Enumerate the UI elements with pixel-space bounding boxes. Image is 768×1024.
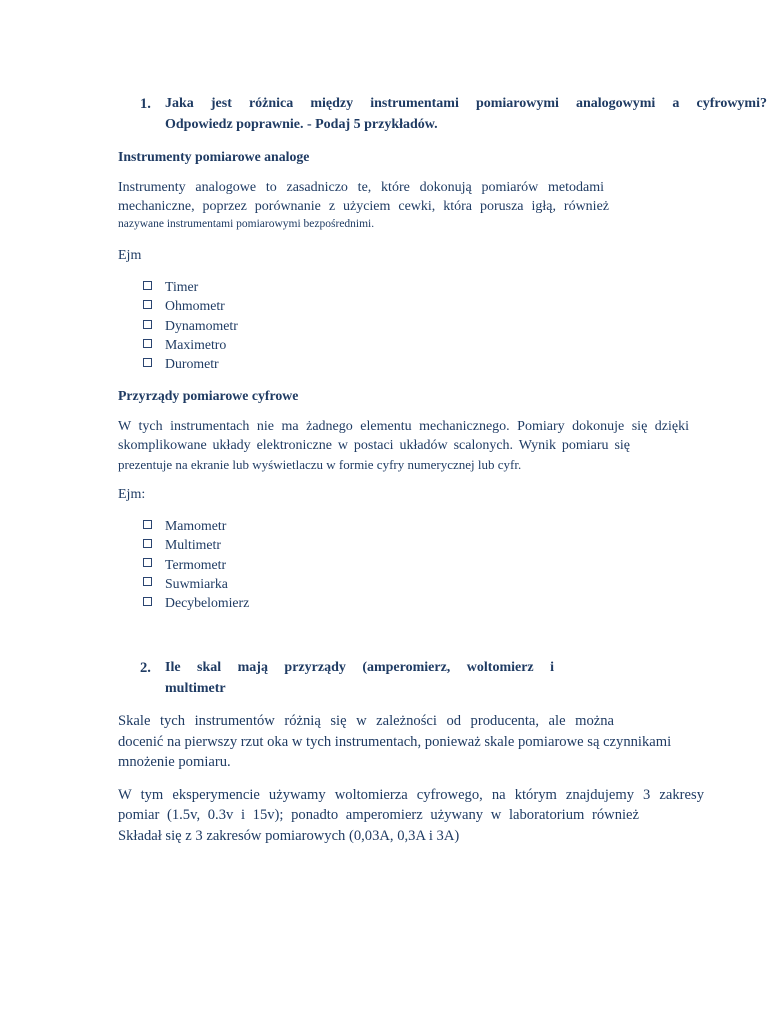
list-item: Decybelomierz: [165, 595, 250, 610]
list-item: Mamometr: [165, 518, 227, 533]
digital-heading: Przyrządy pomiarowe cyfrowe: [118, 388, 299, 403]
analog-paragraph-line-1: Instrumenty analogowe to zasadniczo te, które dokonują pomiarów metodami: [118, 180, 604, 195]
checkbox-bullet-icon: [143, 520, 152, 529]
analog-examples-label: Ejm: [118, 248, 142, 263]
list-item: Durometr: [165, 356, 219, 371]
checkbox-bullet-icon: [143, 300, 152, 309]
checkbox-bullet-icon: [143, 339, 152, 348]
checkbox-bullet-icon: [143, 539, 152, 548]
question-2-line-2: multimetr: [165, 681, 226, 696]
answer-2-line-2: docenić na pierwszy rzut oka w tych instrumentach, ponieważ skale pomiarowe są czynnikami: [118, 734, 672, 750]
list-item: Maximetro: [165, 337, 227, 352]
question-1-line-2: Odpowiedz poprawnie. - Podaj 5 przykładów.: [165, 117, 438, 132]
checkbox-bullet-icon: [143, 281, 152, 290]
checkbox-bullet-icon: [143, 320, 152, 329]
list-item: Multimetr: [165, 537, 221, 552]
checkbox-bullet-icon: [143, 358, 152, 367]
answer-2-line-5: pomiar (1.5v, 0.3v i 15v); ponadto amperomierz używany w laboratorium również: [118, 807, 639, 823]
question-2-number: 2.: [140, 660, 151, 676]
list-item: Termometr: [165, 557, 227, 572]
question-1-line-1: Jaka jest różnica między instrumentami pomiarowymi analogowymi a cyfrowymi?: [165, 96, 767, 111]
digital-paragraph-line-3: prezentuje na ekranie lub wyświetlaczu w formie cyfry numerycznej lub cyfr.: [118, 457, 522, 472]
digital-examples-label: Ejm:: [118, 487, 146, 502]
list-item: Ohmometr: [165, 298, 225, 313]
answer-2-line-6: Składał się z 3 zakresów pomiarowych (0,03A, 0,3A i 3A): [118, 828, 460, 844]
question-2-line-1: Ile skal mają przyrządy (amperomierz, woltomierz i: [165, 660, 554, 675]
answer-2-line-1: Skale tych instrumentów różnią się w zależności od producenta, ale można: [118, 713, 614, 729]
analog-paragraph-line-2: mechaniczne, poprzez porównanie z użyciem cewki, która porusza igłą, również: [118, 199, 609, 214]
list-item: Timer: [165, 279, 199, 294]
checkbox-bullet-icon: [143, 597, 152, 606]
list-item: Suwmiarka: [165, 576, 228, 591]
question-1-number: 1.: [140, 96, 151, 112]
checkbox-bullet-icon: [143, 577, 152, 586]
analog-paragraph-line-3: nazywane instrumentami pomiarowymi bezpośrednimi.: [118, 218, 375, 230]
checkbox-bullet-icon: [143, 558, 152, 567]
digital-paragraph-line-1: W tych instrumentach nie ma żadnego elementu mechanicznego. Pomiary dokonuje się dzięki: [118, 419, 689, 434]
answer-2-line-3: mnożenie pomiaru.: [118, 754, 231, 770]
list-item: Dynamometr: [165, 318, 238, 333]
analog-heading: Instrumenty pomiarowe analoge: [118, 149, 310, 164]
digital-paragraph-line-2: skomplikowane układy elektroniczne w postaci układów scalonych. Wynik pomiaru się: [118, 438, 630, 453]
answer-2-line-4: W tym eksperymencie używamy woltomierza cyfrowego, na którym znajdujemy 3 zakresy: [118, 787, 704, 803]
